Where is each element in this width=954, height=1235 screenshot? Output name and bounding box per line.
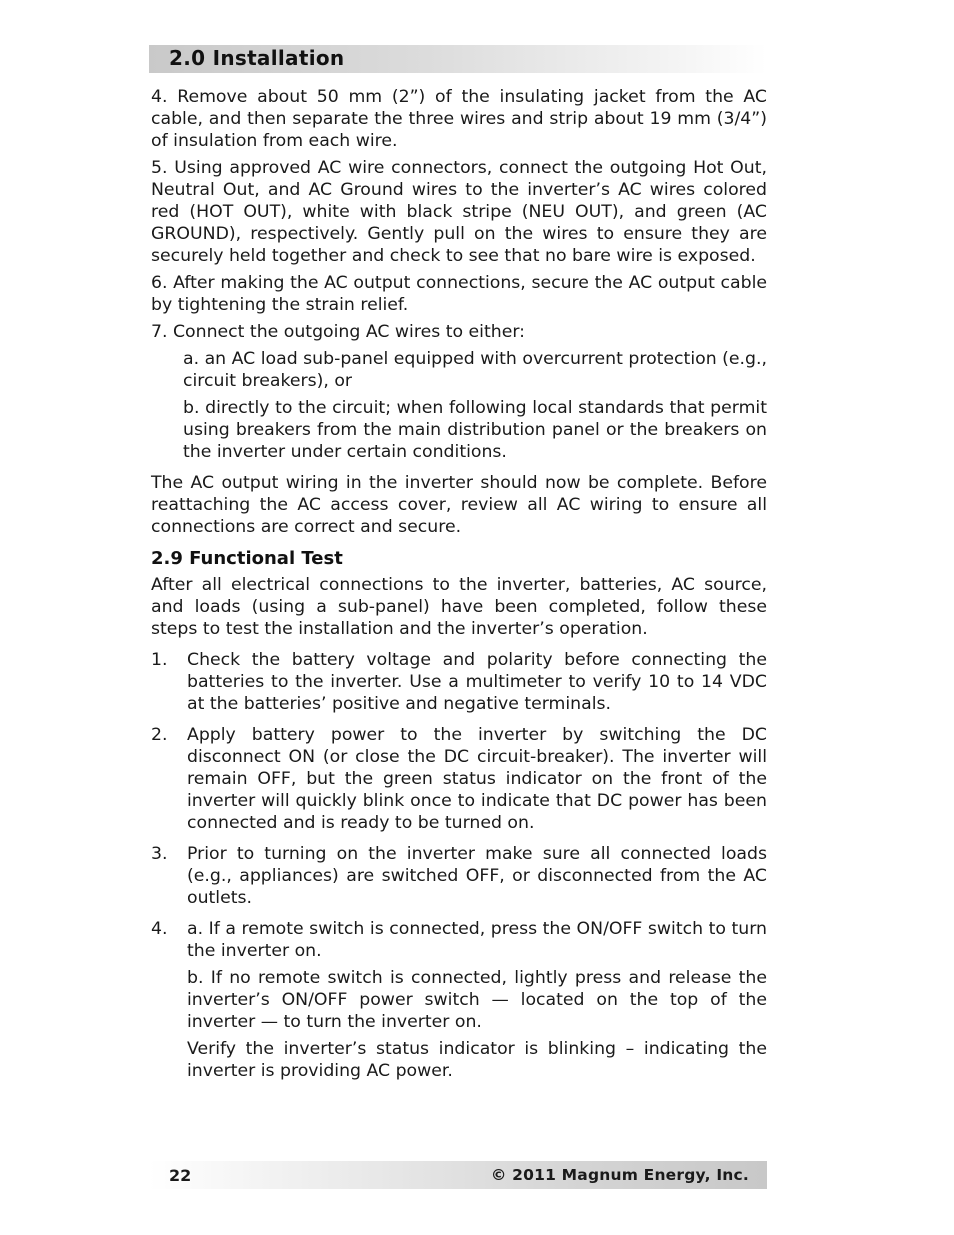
step-text: Check the battery voltage and polarity before connecting the batteries to the inverter. Use a multimeter to verify 10 to 14 VDC at the batteries’ positive and negative terminals.: [187, 650, 767, 714]
list-item: [151, 649, 767, 720]
page-content: [151, 86, 767, 1091]
functional-test-steps: [151, 649, 767, 1087]
paragraph-step-7: 7. Connect the outgoing AC wires to either:: [151, 322, 525, 342]
step-text: Apply battery power to the inverter by switching the DC disconnect ON (or close the DC circuit-breaker). The inverter will remain OFF, but the green status indicator on the front of the inverter will quickly blink once to indicate that DC power has been connected and is ready to be turned on.: [187, 725, 767, 833]
paragraph-step-5: 5. Using approved AC wire connectors, connect the outgoing Hot Out, Neutral Out, and AC Ground wires to the inverter’s AC wires colored red (HOT OUT), white with black stripe (NEU OUT), and green (AC GROUND), respectively. Gently pull on the wires to ensure they are securely held together and check to see that no bare wire is exposed.: [151, 158, 767, 266]
closing-paragraph: The AC output wiring in the inverter should now be complete. Before reattaching the AC access cover, review all AC wiring to ensure all connections are correct and secure.: [151, 473, 767, 537]
step-text: Verify the inverter’s status indicator is blinking – indicating the inverter is providing AC power.: [187, 1039, 767, 1081]
step-text: a. If a remote switch is connected, press the ON/OFF switch to turn the inverter on.: [187, 919, 767, 961]
step-number: 2.: [151, 725, 168, 745]
section-intro: After all electrical connections to the inverter, batteries, AC source, and loads (using a sub-panel) have been completed, follow these steps to test the installation and the inverter’s operation.: [151, 575, 767, 639]
list-item: [151, 918, 767, 1087]
step-body: [187, 724, 767, 839]
list-item: [151, 724, 767, 839]
section-header-bar: [149, 45, 767, 73]
sub-item-b: b. directly to the circuit; when following local standards that permit using breakers from the main distribution panel or the breakers on the inverter under certain conditions.: [183, 398, 767, 462]
paragraph-step-6: 6. After making the AC output connections, secure the AC output cable by tightening the strain relief.: [151, 273, 767, 315]
step-number: 4.: [151, 919, 168, 939]
copyright-notice: © 2011 Magnum Energy, Inc.: [490, 1166, 749, 1184]
step-number: 3.: [151, 844, 168, 864]
step-body: [187, 843, 767, 914]
step-body: [187, 649, 767, 720]
step-body: [187, 918, 767, 1087]
step-text: b. If no remote switch is connected, lightly press and release the inverter’s ON/OFF power switch — located on the top of the inverter — to turn the inverter on.: [187, 968, 767, 1032]
paragraph-step-4: 4. Remove about 50 mm (2”) of the insulating jacket from the AC cable, and then separate the three wires and strip about 19 mm (3/4”) of insulation from each wire.: [151, 87, 767, 151]
section-heading: 2.9 Functional Test: [151, 548, 343, 569]
step-number: 1.: [151, 650, 168, 670]
step-text: Prior to turning on the inverter make sure all connected loads (e.g., appliances) are switched OFF, or disconnected from the AC outlets.: [187, 844, 767, 908]
page-footer-bar: [149, 1161, 767, 1189]
page-number: 22: [169, 1166, 192, 1185]
section-header-title: 2.0 Installation: [169, 46, 345, 70]
sub-item-a: a. an AC load sub-panel equipped with overcurrent protection (e.g., circuit breakers), or: [183, 349, 767, 391]
list-item: [151, 843, 767, 914]
